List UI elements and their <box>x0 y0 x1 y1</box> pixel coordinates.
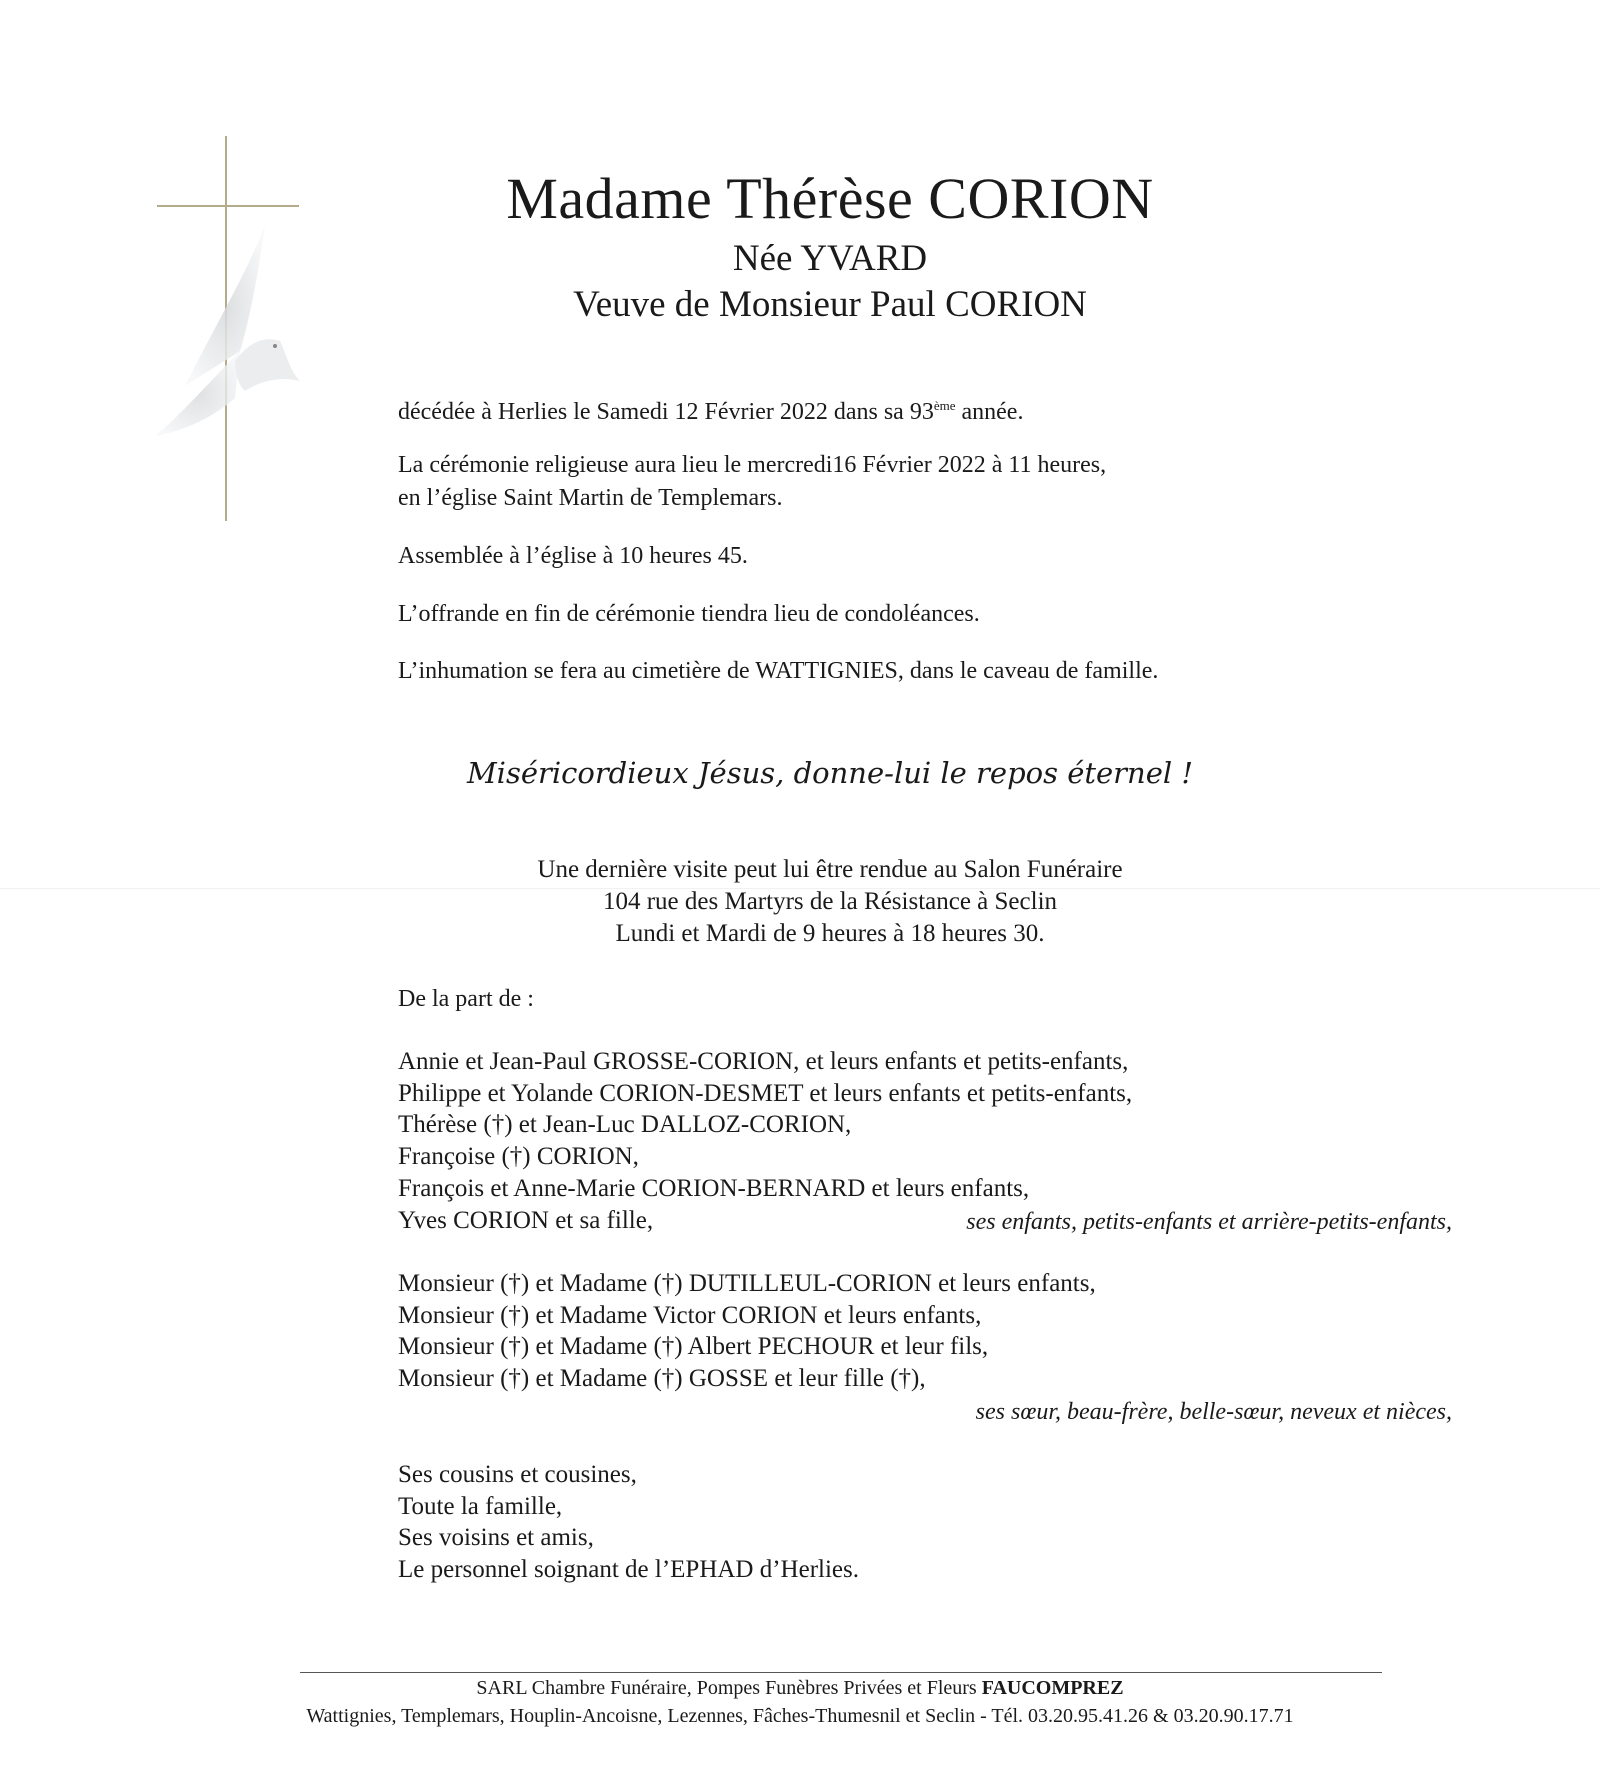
list-item: Thérèse (†) et Jean-Luc DALLOZ-CORION, <box>398 1111 852 1139</box>
list-item: François et Anne-Marie CORION-BERNARD et leurs enfants, <box>398 1174 1030 1202</box>
list-item: Annie et Jean-Paul GROSSE-CORION, et leurs enfants et petits-enfants, <box>398 1048 1129 1075</box>
list-item: Ses voisins et amis, <box>398 1524 594 1552</box>
siblings-relation: ses sœur, beau-frère, belle-sœur, neveux et nièces, <box>975 1399 1452 1425</box>
prayer-motto: Miséricordieux Jésus, donne-lui le repos éternel ! <box>466 756 1194 790</box>
list-item: Monsieur (†) et Madame (†) DUTILLEUL-CORION et leurs enfants, <box>398 1270 1096 1297</box>
list-item: Toute la famille, <box>398 1492 563 1520</box>
siblings-list <box>398 1268 1096 1395</box>
list-item: Françoise (†) CORION, <box>398 1143 639 1171</box>
children-relation: ses enfants, petits-enfants et arrière-petits-enfants, <box>966 1209 1452 1235</box>
ceremony-info: La cérémonie religieuse aura lieu le mercredi16 Février 2022 à 11 heures, en l’église Saint Martin de Templemars. <box>398 452 1107 511</box>
others-list <box>398 1459 859 1586</box>
widow-of: Veuve de Monsieur Paul CORION <box>573 284 1087 325</box>
children-list <box>398 1046 1132 1236</box>
list-item: Ses cousins et cousines, <box>398 1461 637 1488</box>
deceased-name: Madame Thérèse CORION <box>506 166 1154 231</box>
list-item: Yves CORION et sa fille, <box>398 1206 654 1234</box>
visit-line: Lundi et Mardi de 9 heures à 18 heures 30. <box>615 920 1045 947</box>
visit-line: Une dernière visite peut lui être rendue au Salon Funéraire <box>537 856 1123 883</box>
funeral-home-name: SARL Chambre Funéraire, Pompes Funèbres Privées et Fleurs FAUCOMPREZ <box>476 1677 1124 1699</box>
visit-info <box>380 854 1280 950</box>
list-item: Philippe et Yolande CORION-DESMET et leurs enfants et petits-enfants, <box>398 1079 1133 1107</box>
assembly-info: Assemblée à l’église à 10 heures 45. <box>398 543 748 569</box>
funeral-home-contact: Wattignies, Templemars, Houplin-Ancoisne, Lezennes, Fâches-Thumesnil et Seclin - Tél. 03.20.95.41.26 & 03.20.90.17.71 <box>306 1705 1294 1727</box>
cross-with-dove-icon <box>155 136 301 521</box>
list-item: Le personnel soignant de l’EPHAD d’Herlies. <box>398 1556 859 1584</box>
offering-info: L’offrande en fin de cérémonie tiendra lieu de condoléances. <box>398 601 980 627</box>
from-label: De la part de : <box>398 986 534 1012</box>
list-item: Monsieur (†) et Madame (†) GOSSE et leur fille (†), <box>398 1365 926 1393</box>
visit-line: 104 rue des Martyrs de la Résistance à Seclin <box>602 888 1058 915</box>
list-item: Monsieur (†) et Madame (†) Albert PECHOUR et leur fils, <box>398 1333 989 1361</box>
list-item: Monsieur (†) et Madame Victor CORION et leurs enfants, <box>398 1301 982 1329</box>
burial-info: L’inhumation se fera au cimetière de WATTIGNIES, dans le caveau de famille. <box>398 658 1159 684</box>
death-announcement: décédée à Herlies le Samedi 12 Février 2022 dans sa 93ème année. <box>398 398 1024 425</box>
footer-divider <box>300 1672 1382 1673</box>
maiden-name: Née YVARD <box>732 238 928 279</box>
